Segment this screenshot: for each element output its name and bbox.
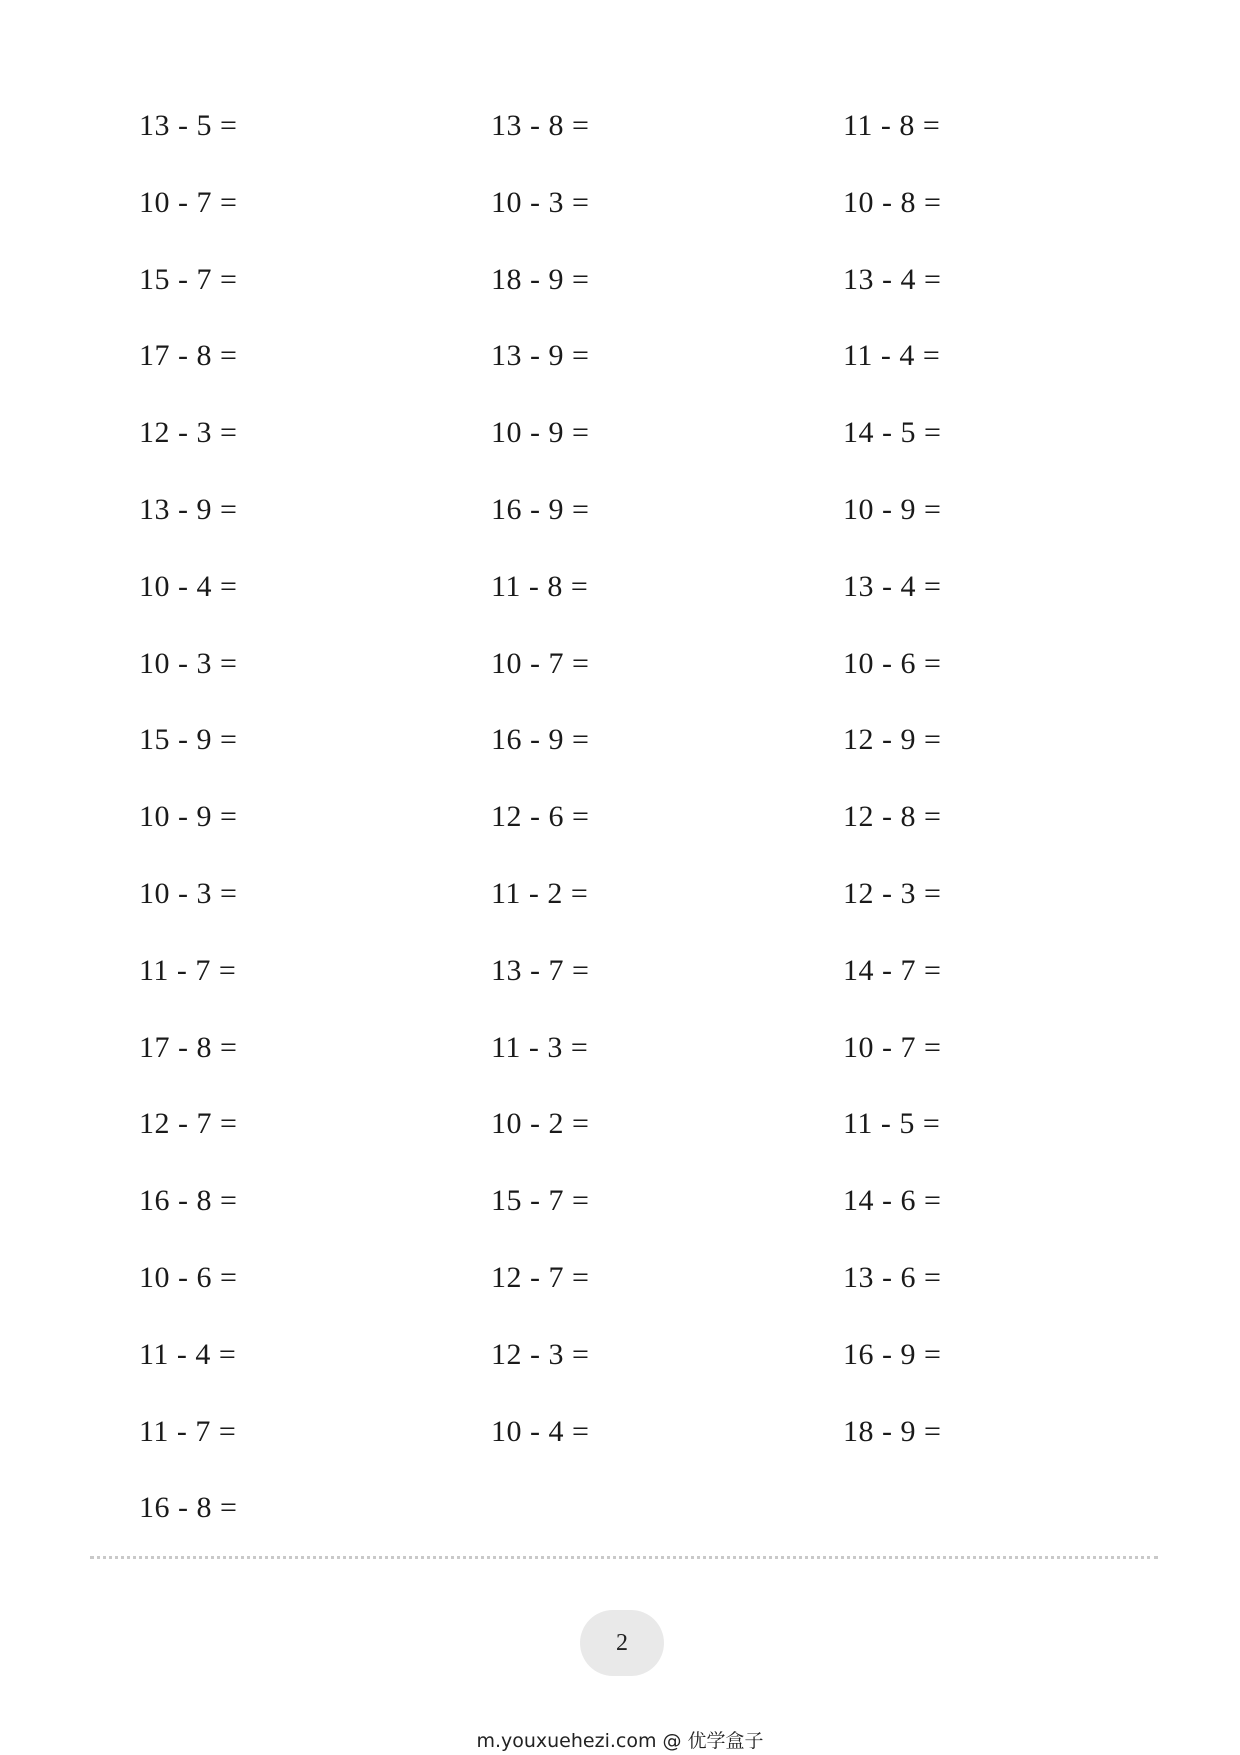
problem-item: 18 - 9 = [843, 1415, 942, 1448]
problem-item: 10 - 3 = [491, 186, 590, 219]
problem-item: 12 - 7 = [139, 1107, 238, 1140]
problem-item: 15 - 9 = [139, 723, 238, 756]
problem-item: 10 - 9 = [491, 416, 590, 449]
problem-item: 11 - 8 = [843, 109, 941, 142]
problem-item: 13 - 9 = [491, 339, 590, 372]
problem-item: 10 - 6 = [139, 1261, 238, 1294]
problem-item: 11 - 4 = [843, 339, 941, 372]
problem-item: 10 - 9 = [843, 493, 942, 526]
problem-item: 15 - 7 = [491, 1184, 590, 1217]
problem-item: 11 - 2 = [491, 877, 589, 910]
problem-item: 10 - 6 = [843, 647, 942, 680]
problem-item: 13 - 9 = [139, 493, 238, 526]
problem-item: 16 - 9 = [491, 723, 590, 756]
problem-item: 10 - 3 = [139, 877, 238, 910]
problem-item: 13 - 7 = [491, 954, 590, 987]
problem-item: 10 - 7 = [491, 647, 590, 680]
problem-item: 16 - 9 = [843, 1338, 942, 1371]
problem-item: 12 - 9 = [843, 723, 942, 756]
problem-item: 11 - 7 = [139, 954, 237, 987]
problem-item: 12 - 7 = [491, 1261, 590, 1294]
problem-item: 11 - 4 = [139, 1338, 237, 1371]
problem-item: 17 - 8 = [139, 1031, 238, 1064]
problem-item: 11 - 7 = [139, 1415, 237, 1448]
page-number: 2 [616, 1629, 628, 1656]
problem-item: 13 - 8 = [491, 109, 590, 142]
dotted-divider [90, 1556, 1158, 1559]
problem-item: 14 - 6 = [843, 1184, 942, 1217]
problem-item: 12 - 8 = [843, 800, 942, 833]
footer-site-credit: m.youxuehezi.com @ 优学盒子 [476, 1730, 764, 1752]
problem-item: 10 - 2 = [491, 1107, 590, 1140]
problem-item: 13 - 6 = [843, 1261, 942, 1294]
problem-item: 11 - 8 = [491, 570, 589, 603]
problem-item: 12 - 3 = [843, 877, 942, 910]
page-number-badge [580, 1610, 664, 1676]
problem-item: 14 - 5 = [843, 416, 942, 449]
problem-item: 10 - 9 = [139, 800, 238, 833]
problem-item: 16 - 9 = [491, 493, 590, 526]
problem-item: 10 - 7 = [843, 1031, 942, 1064]
problem-item: 12 - 3 = [139, 416, 238, 449]
problem-item: 12 - 6 = [491, 800, 590, 833]
problem-item: 10 - 4 = [139, 570, 238, 603]
problem-item: 12 - 3 = [491, 1338, 590, 1371]
problem-item: 16 - 8 = [139, 1491, 238, 1524]
problem-item: 11 - 5 = [843, 1107, 941, 1140]
problem-item: 10 - 7 = [139, 186, 238, 219]
problem-item: 11 - 3 = [491, 1031, 589, 1064]
problem-item: 13 - 5 = [139, 109, 238, 142]
problem-item: 15 - 7 = [139, 263, 238, 296]
problem-item: 10 - 4 = [491, 1415, 590, 1448]
problem-item: 17 - 8 = [139, 339, 238, 372]
problem-item: 16 - 8 = [139, 1184, 238, 1217]
problem-item: 10 - 8 = [843, 186, 942, 219]
problem-item: 14 - 7 = [843, 954, 942, 987]
problem-item: 13 - 4 = [843, 570, 942, 603]
problem-item: 18 - 9 = [491, 263, 590, 296]
problem-item: 10 - 3 = [139, 647, 238, 680]
problem-item: 13 - 4 = [843, 263, 942, 296]
